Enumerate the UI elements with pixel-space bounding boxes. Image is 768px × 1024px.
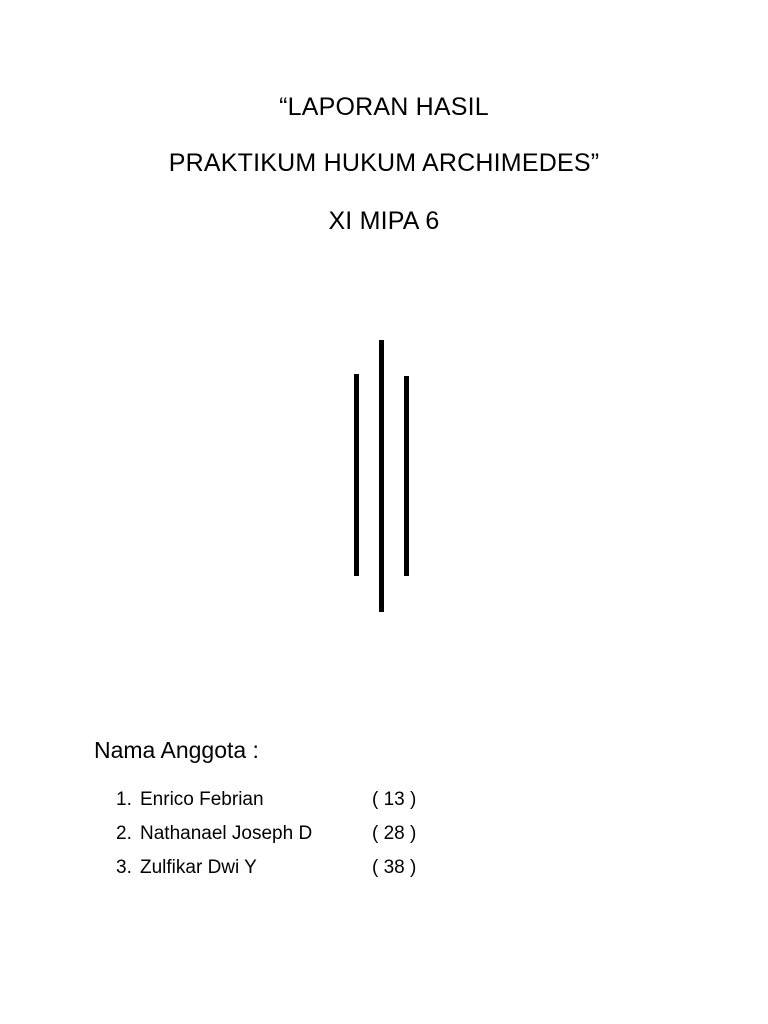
list-item	[116, 786, 446, 820]
member-absen-number: ( 38 )	[372, 857, 417, 878]
emblem-bar-left	[354, 374, 359, 576]
member-number: 2.	[116, 823, 132, 844]
list-item	[116, 854, 446, 888]
member-name: Nathanael Joseph D	[140, 823, 313, 844]
emblem-bar-center	[379, 340, 384, 612]
list-item	[116, 820, 446, 854]
member-absen-number: ( 28 )	[372, 823, 417, 844]
report-title-line-1: “LAPORAN HASIL	[279, 93, 489, 121]
member-name: Enrico Febrian	[140, 789, 264, 810]
report-class: XI MIPA 6	[328, 207, 440, 235]
report-title-line-2: PRAKTIKUM HUKUM ARCHIMEDES”	[168, 149, 600, 177]
member-absen-number: ( 13 )	[372, 789, 417, 810]
members-heading: Nama Anggota :	[94, 737, 259, 763]
emblem-bar-right	[404, 376, 409, 576]
member-list	[116, 786, 446, 888]
member-number: 3.	[116, 857, 132, 878]
member-name: Zulfikar Dwi Y	[140, 857, 257, 878]
member-number: 1.	[116, 789, 132, 810]
